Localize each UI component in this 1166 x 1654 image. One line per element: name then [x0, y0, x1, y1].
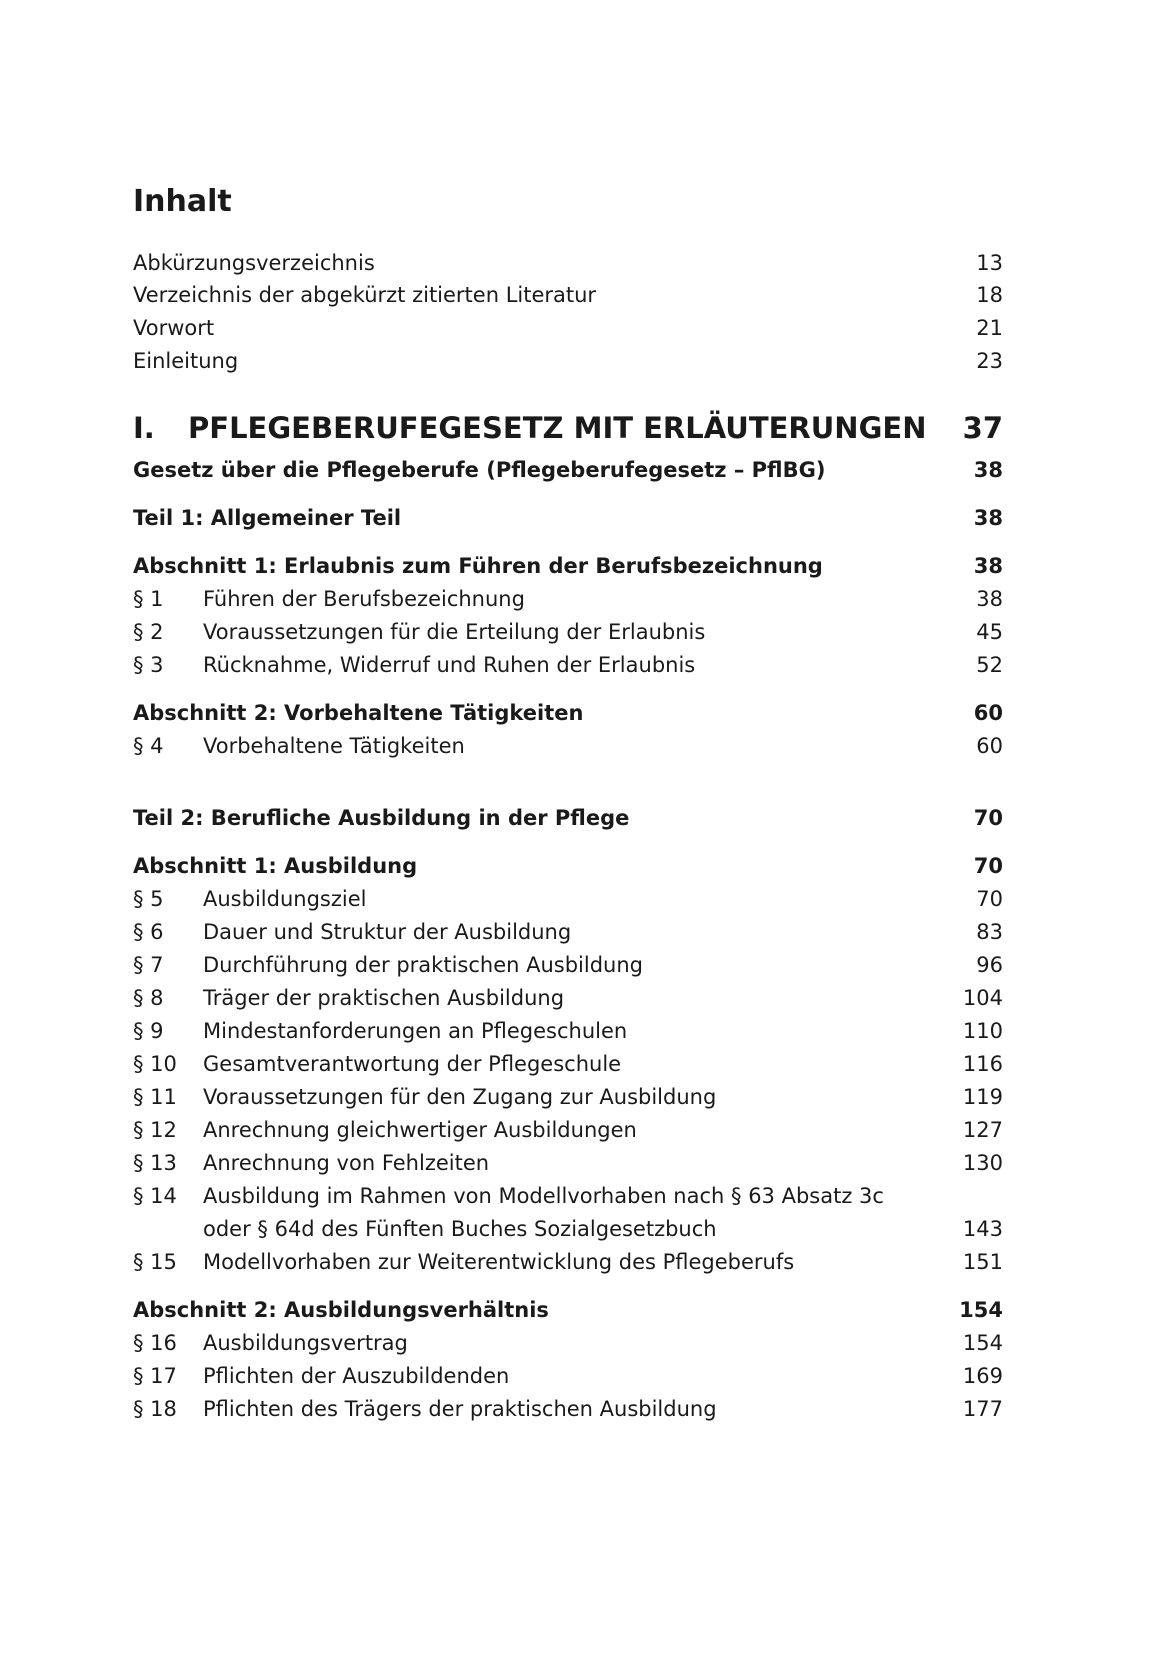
- toc-page-number: 169: [962, 1364, 1003, 1388]
- toc-entry-number: § 8: [133, 986, 164, 1010]
- toc-line-text: Einleitung: [133, 349, 239, 373]
- toc-page-number: 38: [973, 506, 1003, 530]
- toc-page-number: 45: [976, 620, 1003, 644]
- toc-entry-number: § 4: [133, 734, 164, 758]
- toc-page-number: 127: [962, 1118, 1003, 1142]
- toc-page-number: 151: [962, 1250, 1003, 1274]
- toc-page-number: 110: [962, 1019, 1003, 1043]
- toc-page-number: 154: [959, 1298, 1003, 1322]
- toc-entry-text: Voraussetzungen für die Erteilung der Erlaubnis: [203, 620, 706, 644]
- part-page: 37: [962, 411, 1003, 445]
- part-title: PFLEGEBERUFEGESETZ MIT ERLÄUTERUNGEN: [188, 411, 927, 445]
- toc-heading-text: Abschnitt 2: Ausbildungsverhältnis: [133, 1298, 549, 1322]
- toc-heading-text: Teil 1: Allgemeiner Teil: [133, 506, 402, 530]
- toc-entry-text: Ausbildung im Rahmen von Modellvorhaben nach § 63 Absatz 3c: [203, 1184, 884, 1208]
- toc-page-number: 116: [962, 1052, 1003, 1076]
- toc-line-page: 18: [976, 283, 1003, 307]
- toc-line-page: 21: [976, 316, 1003, 340]
- toc-page-number: 70: [973, 806, 1003, 830]
- toc-page-number: 96: [976, 953, 1003, 977]
- toc-page-number: 119: [962, 1085, 1003, 1109]
- toc-page-number: 52: [976, 653, 1003, 677]
- toc-entry-number: § 12: [133, 1118, 177, 1142]
- toc-heading-text: Abschnitt 1: Erlaubnis zum Führen der Berufsbezeichnung: [133, 554, 823, 578]
- toc-entry-number: § 16: [133, 1331, 177, 1355]
- toc-page-number: 60: [973, 701, 1003, 725]
- toc-entry-text: Rücknahme, Widerruf und Ruhen der Erlaubnis: [203, 653, 696, 677]
- toc-page-number: 60: [976, 734, 1003, 758]
- toc-entry-number: § 6: [133, 920, 164, 944]
- toc-entry-text: Gesamtverantwortung der Pflegeschule: [203, 1052, 622, 1076]
- toc-heading-text: Teil 2: Berufliche Ausbildung in der Pflege: [133, 806, 630, 830]
- toc-line-text: Verzeichnis der abgekürzt zitierten Literatur: [133, 283, 597, 307]
- toc-entry-text: Ausbildungsziel: [203, 887, 367, 911]
- toc-entry-number: § 10: [133, 1052, 177, 1076]
- toc-entry-number: § 5: [133, 887, 164, 911]
- toc-line-page: 23: [976, 349, 1003, 373]
- toc-entry-number: § 7: [133, 953, 164, 977]
- toc-entry-number: § 15: [133, 1250, 177, 1274]
- toc-page-number: 70: [973, 854, 1003, 878]
- toc-heading-text: Gesetz über die Pflegeberufe (Pflegeberufegesetz – PflBG): [133, 458, 826, 482]
- toc-line-text: Vorwort: [133, 316, 215, 340]
- toc-entry-number: § 17: [133, 1364, 177, 1388]
- toc-page-number: 177: [962, 1397, 1003, 1421]
- toc-entry-number: § 1: [133, 587, 164, 611]
- toc-line-page: 13: [976, 251, 1003, 275]
- toc-entry-number: § 11: [133, 1085, 177, 1109]
- page-title: Inhalt: [133, 184, 232, 219]
- toc-entry-number: § 9: [133, 1019, 164, 1043]
- toc-entry-text: Durchführung der praktischen Ausbildung: [203, 953, 643, 977]
- toc-entry-number: § 13: [133, 1151, 177, 1175]
- toc-page-number: 104: [962, 986, 1003, 1010]
- toc-entry-text: Dauer und Struktur der Ausbildung: [203, 920, 572, 944]
- toc-page-number: 143: [962, 1217, 1003, 1241]
- toc-page-number: 38: [973, 554, 1003, 578]
- toc-entry-text: Träger der praktischen Ausbildung: [203, 986, 565, 1010]
- toc-entry-number: § 3: [133, 653, 164, 677]
- toc-page-number: 38: [976, 587, 1003, 611]
- toc-page-number: 130: [962, 1151, 1003, 1175]
- toc-page-number: 38: [973, 458, 1003, 482]
- toc-entry-number: § 18: [133, 1397, 177, 1421]
- part-number: I.: [133, 411, 155, 445]
- toc-entry-text: Pflichten des Trägers der praktischen Ausbildung: [203, 1397, 717, 1421]
- toc-page-number: 83: [976, 920, 1003, 944]
- toc-entry-number: § 2: [133, 620, 164, 644]
- toc-heading-text: Abschnitt 1: Ausbildung: [133, 854, 418, 878]
- toc-entry-text: Führen der Berufsbezeichnung: [203, 587, 525, 611]
- toc-entry-text: Anrechnung gleichwertiger Ausbildungen: [203, 1118, 637, 1142]
- toc-entry-text: Pflichten der Auszubildenden: [203, 1364, 510, 1388]
- toc-page-number: 70: [976, 887, 1003, 911]
- toc-line-text: Abkürzungsverzeichnis: [133, 251, 375, 275]
- toc-entry-text: Mindestanforderungen an Pflegeschulen: [203, 1019, 628, 1043]
- toc-entry-text: Anrechnung von Fehlzeiten: [203, 1151, 490, 1175]
- toc-page-number: 154: [962, 1331, 1003, 1355]
- toc-entry-text: Modellvorhaben zur Weiterentwicklung des Pflegeberufs: [203, 1250, 795, 1274]
- toc-entry-text: oder § 64d des Fünften Buches Sozialgesetzbuch: [203, 1217, 717, 1241]
- toc-entry-number: § 14: [133, 1184, 177, 1208]
- toc-entry-text: Voraussetzungen für den Zugang zur Ausbildung: [203, 1085, 717, 1109]
- toc-entry-text: Vorbehaltene Tätigkeiten: [203, 734, 465, 758]
- toc-heading-text: Abschnitt 2: Vorbehaltene Tätigkeiten: [133, 701, 584, 725]
- toc-entry-text: Ausbildungsvertrag: [203, 1331, 408, 1355]
